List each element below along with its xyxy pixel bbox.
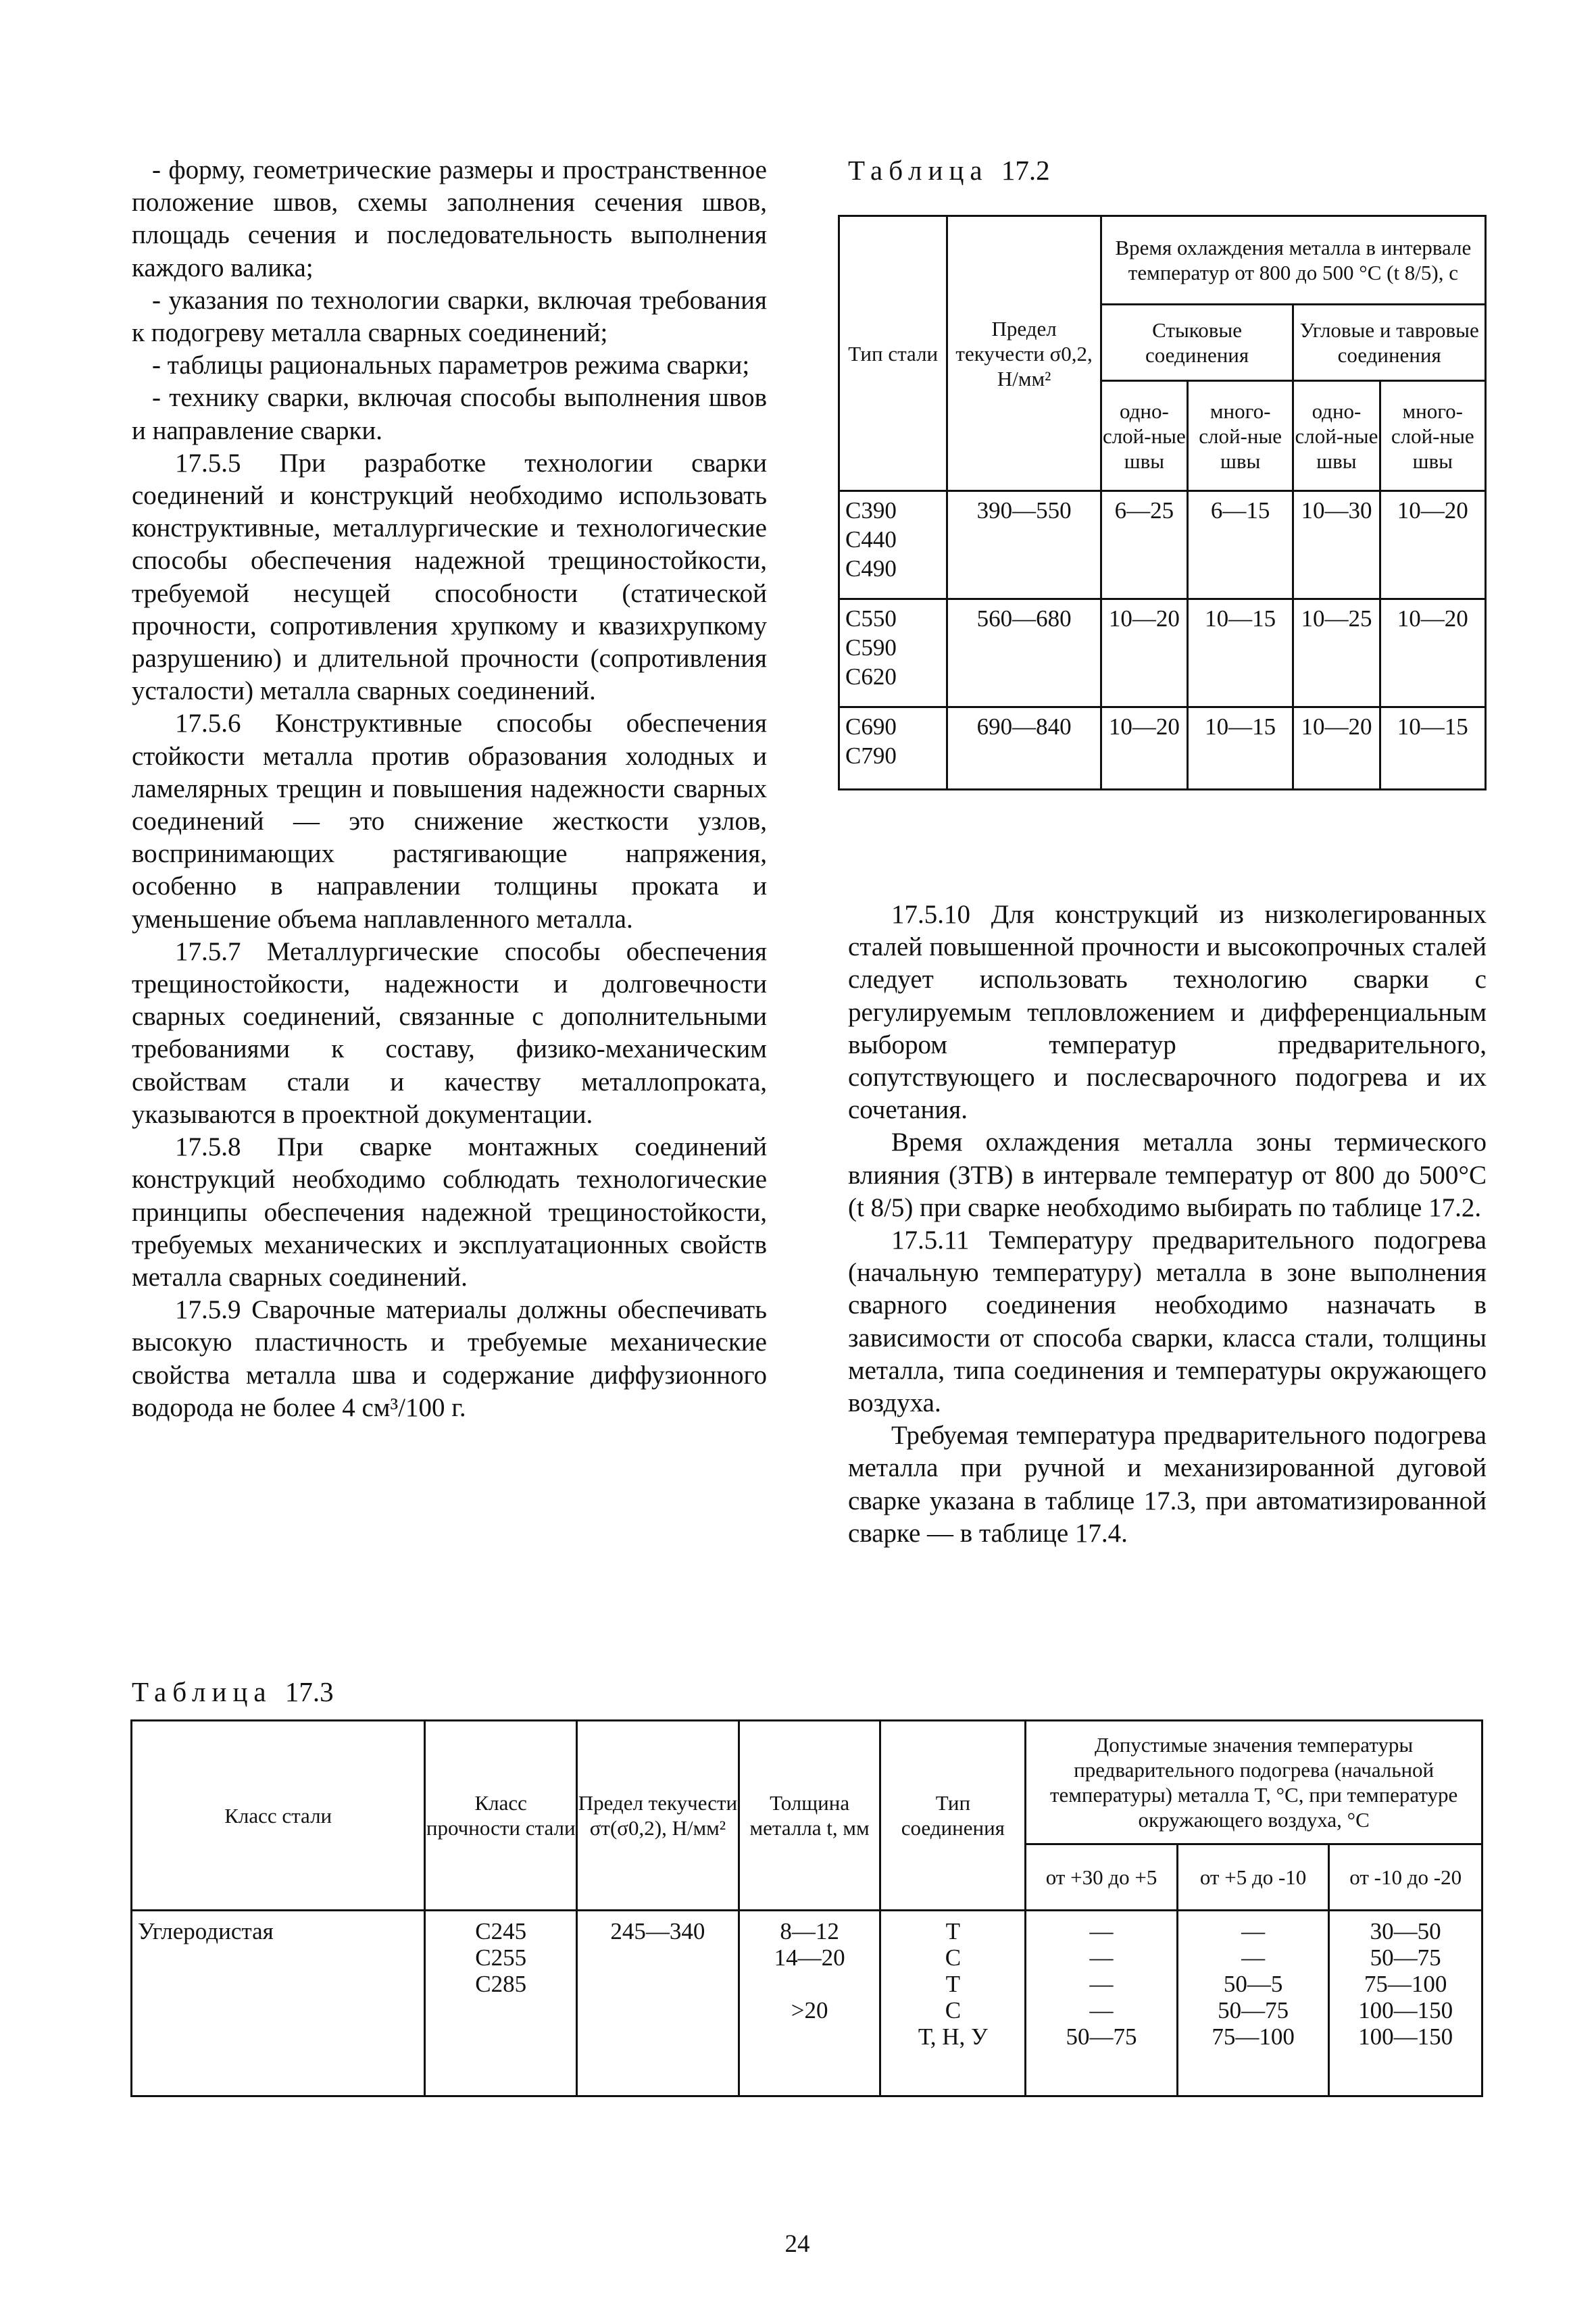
header-preheat-temperature: Допустимые значения температуры предварительного подогрева (начальной температуры) металла T, °С, при температуре окружающего воздуха, °С bbox=[1026, 1721, 1482, 1844]
caption-number: 17.2 bbox=[1001, 155, 1050, 186]
table-17-3-caption bbox=[132, 1676, 334, 1708]
cell-temp-range-1: — — — — 50—75 bbox=[1026, 1911, 1178, 2096]
header-fillet-joints: Угловые и тавровые соединения bbox=[1293, 305, 1486, 381]
header-temp-range-2: от +5 до -10 bbox=[1177, 1844, 1329, 1911]
cell-steel-class: Углеродистая bbox=[132, 1911, 425, 2096]
paragraph: 17.5.11 Температуру предварительного подогрева (начальную температуру) металла в зоне выполнения сварного соединения необходимо назначать в зависимости от способа сварки, класса стали, толщины металла, типа соединения и температуры окружающего воздуха. bbox=[848, 1226, 1487, 1418]
left-text-column bbox=[132, 154, 767, 1424]
cell-yield: 560—680 bbox=[947, 599, 1101, 707]
cell-butt-single: 10—20 bbox=[1101, 707, 1187, 790]
header-butt-joints: Стыковые соединения bbox=[1101, 305, 1293, 381]
paragraph: 17.5.8 При сварке монтажных соединений конструкций необходимо соблюдать технологические принципы обеспечения надежной трещиностойкости, требуемых механических и эксплуатационных свойств металла сварных соединений. bbox=[132, 1132, 767, 1292]
header-thickness: Толщина металла t, мм bbox=[739, 1721, 880, 1911]
paragraph: 17.5.6 Конструктивные способы обеспечения стойкости металла против образования холодных и ламелярных трещин и повышения надежности сварных соединений — это снижение жесткости узлов, воспринимающих растягивающие напряжения, особенно в направлении толщины проката и уменьшение объема наплавленного металла. bbox=[132, 709, 767, 934]
cell-fillet-multi: 10—20 bbox=[1380, 599, 1485, 707]
paragraph: Требуемая температура предварительного подогрева металла при ручной и механизированной дуговой сварке указана в таблице 17.3, при автоматизированной сварке — в таблице 17.4. bbox=[848, 1421, 1487, 1548]
paragraph: - таблицы рациональных параметров режима сварки; bbox=[152, 351, 750, 380]
header-yield-strength: Предел текучести σ0,2, Н/мм² bbox=[947, 216, 1101, 491]
paragraph: - указания по технологии сварки, включая требования к подогреву металла сварных соединений; bbox=[132, 285, 767, 348]
right-text-column bbox=[848, 899, 1487, 1550]
paragraph: - форму, геометрические размеры и пространственное положение швов, схемы заполнения сечения швов, площадь сечения и последовательность выполнения каждого валика; bbox=[132, 155, 767, 282]
cell-steel-type: С390 С440 С490 bbox=[839, 491, 947, 599]
cell-butt-multi: 10—15 bbox=[1187, 707, 1293, 790]
paragraph: 17.5.7 Металлургические способы обеспечения трещиностойкости, надежности и долговечности сварных соединений, связанные с дополнительными требованиями к составу, физико-механическим свойствам стали и качеству металлопроката, указываются в проектной документации. bbox=[132, 936, 767, 1129]
cell-butt-multi: 6—15 bbox=[1187, 491, 1293, 599]
header-steel-type: Тип стали bbox=[839, 216, 947, 491]
header-temp-range-1: от +30 до +5 bbox=[1026, 1844, 1178, 1911]
cell-yield: 390—550 bbox=[947, 491, 1101, 599]
header-strength-class: Класс прочности стали bbox=[425, 1721, 577, 1911]
header-fillet-multi-layer: много-слой-ные швы bbox=[1380, 381, 1485, 491]
paragraph: Время охлаждения металла зоны термического влияния (ЗТВ) в интервале температур от 800 до 500°С (t 8/5) при сварке необходимо выбирать по таблице 17.2. bbox=[848, 1128, 1487, 1222]
cell-fillet-single: 10—30 bbox=[1293, 491, 1380, 599]
paragraph: - технику сварки, включая способы выполнения швов и направление сварки. bbox=[132, 383, 767, 445]
header-steel-class: Класс стали bbox=[132, 1721, 425, 1911]
header-yield-strength: Предел текучести σт(σ0,2), Н/мм² bbox=[577, 1721, 739, 1911]
paragraph: 17.5.10 Для конструкций из низколегированных сталей повышенной прочности и высокопрочных сталей следует использовать технологию сварки с регулируемым тепловложением и дифференциальным выбором температур предварительного, сопутствующего и послесварочного подогрева и их сочетания. bbox=[848, 900, 1487, 1125]
header-butt-single-layer: одно-слой-ные швы bbox=[1101, 381, 1187, 491]
header-cooling-time: Время охлаждения металла в интервале температур от 800 до 500 °С (t 8/5), с bbox=[1101, 216, 1485, 305]
cell-thickness: 8—12 14—20 >20 bbox=[739, 1911, 880, 2096]
cell-yield: 245—340 bbox=[577, 1911, 739, 2096]
table-17-3 bbox=[130, 1719, 1483, 2097]
cell-temp-range-2: — — 50—5 50—75 75—100 bbox=[1177, 1911, 1329, 2096]
page-number: 24 bbox=[784, 2230, 810, 2258]
cell-fillet-single: 10—20 bbox=[1293, 707, 1380, 790]
header-butt-multi-layer: много-слой-ные швы bbox=[1187, 381, 1293, 491]
cell-joint-type: Т С Т С Т, Н, У bbox=[880, 1911, 1026, 2096]
header-temp-range-3: от -10 до -20 bbox=[1329, 1844, 1482, 1911]
cell-butt-single: 10—20 bbox=[1101, 599, 1187, 707]
cell-fillet-multi: 10—15 bbox=[1380, 707, 1485, 790]
caption-word: Таблица bbox=[132, 1676, 272, 1707]
cell-fillet-multi: 10—20 bbox=[1380, 491, 1485, 599]
caption-number: 17.3 bbox=[284, 1676, 334, 1707]
cell-steel-type: С690 С790 bbox=[839, 707, 947, 790]
cell-strength-class: С245 С255 С285 bbox=[425, 1911, 577, 2096]
cell-butt-single: 6—25 bbox=[1101, 491, 1187, 599]
table-17-2-caption bbox=[848, 154, 1050, 186]
caption-word: Таблица bbox=[848, 155, 989, 186]
cell-yield: 690—840 bbox=[947, 707, 1101, 790]
cell-temp-range-3: 30—50 50—75 75—100 100—150 100—150 bbox=[1329, 1911, 1482, 2096]
paragraph: 17.5.5 При разработке технологии сварки соединений и конструкций необходимо использовать конструктивные, металлургические и технологические способы обеспечения надежной трещиностойкости, требуемой несущей способности (статической прочности, сопротивления хрупкому и квазихрупкому разрушению) и длительной прочности (сопротивления усталости) металла сварных соединений. bbox=[132, 448, 767, 706]
header-joint-type: Тип соединения bbox=[880, 1721, 1026, 1911]
cell-butt-multi: 10—15 bbox=[1187, 599, 1293, 707]
paragraph: 17.5.9 Сварочные материалы должны обеспечивать высокую пластичность и требуемые механические свойства металла шва и содержание диффузионного водорода не более 4 см³/100 г. bbox=[132, 1295, 767, 1422]
header-fillet-single-layer: одно-слой-ные швы bbox=[1293, 381, 1380, 491]
cell-steel-type: С550 С590 С620 bbox=[839, 599, 947, 707]
cell-fillet-single: 10—25 bbox=[1293, 599, 1380, 707]
table-17-2 bbox=[838, 215, 1487, 790]
